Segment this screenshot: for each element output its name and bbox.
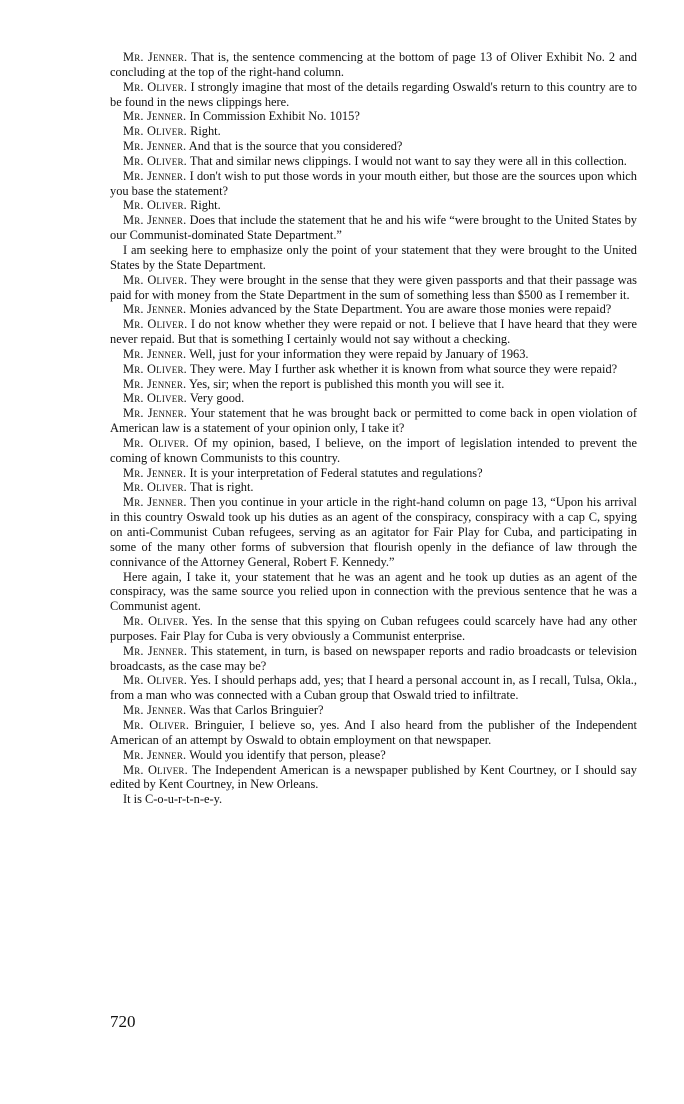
testimony-text: They were. May I further ask whether it is known from what source they were repaid? <box>186 361 618 376</box>
testimony-text: That is, the sentence commencing at the bottom of page 13 of Oliver Exhibit No. 2 and concluding at the top of the right-hand column. <box>110 50 637 79</box>
speaker-name: Mr. Jenner. <box>123 643 188 658</box>
testimony-text: I strongly imagine that most of the details regarding Oswald's return to this country are to be found in the news clippings here. <box>110 79 637 109</box>
page-number: 720 <box>110 1012 136 1031</box>
testimony-text: This statement, in turn, is based on newspaper reports and radio broadcasts or television broadcasts, as the case may be? <box>110 643 637 673</box>
testimony-text: Was that Carlos Bringuier? <box>186 703 324 718</box>
testimony-paragraph <box>110 347 637 362</box>
speaker-name: Mr. Jenner. <box>123 302 187 317</box>
testimony-text: Does that include the statement that he and his wife “were brought to the United States by our Communist-dominated State Department.” <box>110 213 637 243</box>
speaker-name: Mr. Oliver. <box>123 717 190 732</box>
testimony-paragraph <box>110 495 637 569</box>
speaker-name: Mr. Oliver. <box>123 391 187 406</box>
speaker-name: Mr. Jenner. <box>123 346 187 361</box>
speaker-name: Mr. Oliver. <box>123 480 187 495</box>
speaker-name: Mr. Oliver. <box>123 198 187 213</box>
speaker-name: Mr. Oliver. <box>123 762 188 777</box>
testimony-paragraph <box>110 169 637 199</box>
speaker-name: Mr. Oliver. <box>123 317 188 332</box>
testimony-paragraph <box>110 109 637 124</box>
speaker-name: Mr. Oliver. <box>123 361 187 376</box>
testimony-text: Well, just for your information they were repaid by January of 1963. <box>186 346 529 361</box>
testimony-paragraph <box>110 763 637 793</box>
testimony-text: Bringuier, I believe so, yes. And I also heard from the publisher of the Independent American of an attempt by Oswald to obtain employment on that newspaper. <box>110 717 637 747</box>
testimony-text: They were brought in the sense that they were given passports and that their passage was paid for with money from the State Department in the sum of something less than $500 as I remember it. <box>110 272 637 302</box>
testimony-paragraph <box>110 480 637 495</box>
testimony-paragraph <box>110 198 637 213</box>
testimony-paragraph <box>110 673 637 703</box>
testimony-text: That and similar news clippings. I would not want to say they were all in this collection. <box>186 153 627 168</box>
testimony-paragraph <box>110 436 637 466</box>
testimony-paragraph <box>110 377 637 392</box>
speaker-name: Mr. Oliver. <box>123 79 188 94</box>
testimony-paragraph <box>110 644 637 674</box>
testimony-text: Yes. I should perhaps add, yes; that I heard a personal account in, as I recall, Tulsa, Okla., from a man who was connected with a Cuban group that Oswald tried to infiltrate. <box>110 673 637 703</box>
testimony-text: Then you continue in your article in the right-hand column on page 13, “Upon his arrival in this country Oswald took up his duties as an agent of the conspiracy, conspiracy with a cap C, spying on anti-Communist Cuban refugees, serving as an agitator for Fair Play for Cuba, and participating in some of the many other forms of subversion that flourish openly in the defiance of law through the connivance of the Attorney General, Robert F. Kennedy.” <box>110 495 637 569</box>
speaker-name: Mr. Jenner. <box>123 168 187 183</box>
testimony-text: That is right. <box>186 480 254 495</box>
testimony-text: Your statement that he was brought back or permitted to come back in open violation of American law is a statement of your opinion only, I take it? <box>110 406 637 436</box>
testimony-paragraph <box>110 302 637 317</box>
testimony-paragraph <box>110 124 637 139</box>
testimony-paragraph <box>110 703 637 718</box>
testimony-text: Right. <box>186 198 221 213</box>
testimony-paragraph <box>110 614 637 644</box>
speaker-name: Mr. Jenner. <box>123 747 187 762</box>
testimony-text: I do not know whether they were repaid or not. I believe that I have heard that they were never repaid. But that is something I certainly would not say without a checking. <box>110 317 637 347</box>
testimony-paragraph <box>110 792 637 807</box>
speaker-name: Mr. Jenner. <box>123 50 188 64</box>
testimony-text: Yes, sir; when the report is published this month you will see it. <box>186 376 505 391</box>
testimony-paragraph <box>110 718 637 748</box>
testimony-text: Of my opinion, based, I believe, on the import of legislation intended to prevent the coming of known Communists to this country. <box>110 435 637 465</box>
testimony-text: Right. <box>186 124 221 139</box>
testimony-paragraph <box>110 317 637 347</box>
testimony-paragraph <box>110 406 637 436</box>
speaker-name: Mr. Oliver. <box>123 272 188 287</box>
testimony-text: Monies advanced by the State Department. You are aware those monies were repaid? <box>186 302 612 317</box>
testimony-paragraph <box>110 391 637 406</box>
speaker-name: Mr. Oliver. <box>123 673 188 688</box>
testimony-text: In Commission Exhibit No. 1015? <box>186 109 360 124</box>
testimony-paragraph <box>110 139 637 154</box>
speaker-name: Mr. Jenner. <box>123 406 188 421</box>
testimony-text: Very good. <box>186 391 245 406</box>
testimony-text: I don't wish to put those words in your mouth either, but those are the sources upon which you base the statement? <box>110 168 637 198</box>
testimony-paragraph <box>110 570 637 615</box>
speaker-name: Mr. Jenner. <box>123 703 187 718</box>
speaker-name: Mr. Jenner. <box>123 495 187 510</box>
transcript-body <box>110 50 637 807</box>
speaker-name: Mr. Oliver. <box>123 153 187 168</box>
testimony-paragraph <box>110 466 637 481</box>
testimony-paragraph <box>110 213 637 243</box>
testimony-paragraph <box>110 50 637 80</box>
testimony-text: Here again, I take it, your statement that he was an agent and he took up duties as an agent of the conspiracy, was the same source you relied upon in connection with the previous sentence that he was a Communist agent. <box>110 569 637 614</box>
testimony-text: It is your interpretation of Federal statutes and regulations? <box>186 465 483 480</box>
speaker-name: Mr. Oliver. <box>123 124 187 139</box>
speaker-name: Mr. Oliver. <box>123 614 189 629</box>
testimony-paragraph <box>110 362 637 377</box>
testimony-paragraph <box>110 154 637 169</box>
testimony-text: Would you identify that person, please? <box>186 747 386 762</box>
testimony-paragraph <box>110 748 637 763</box>
speaker-name: Mr. Jenner. <box>123 213 187 228</box>
speaker-name: Mr. Jenner. <box>123 109 187 124</box>
testimony-paragraph <box>110 80 637 110</box>
speaker-name: Mr. Oliver. <box>123 435 189 450</box>
speaker-name: Mr. Jenner. <box>123 376 187 391</box>
testimony-text: Yes. In the sense that this spying on Cuban refugees could scarcely have had any other purposes. Fair Play for Cuba is very obviously a Communist enterprise. <box>110 614 637 643</box>
testimony-text: And that is the source that you considered? <box>186 139 403 154</box>
testimony-paragraph <box>110 243 637 273</box>
speaker-name: Mr. Jenner. <box>123 139 187 154</box>
speaker-name: Mr. Jenner. <box>123 465 187 480</box>
testimony-text: The Independent American is a newspaper published by Kent Courtney, or I should say edited by Kent Courtney, in New Orleans. <box>110 762 637 792</box>
testimony-paragraph <box>110 273 637 303</box>
testimony-text: I am seeking here to emphasize only the point of your statement that they were brought to the United States by the State Department. <box>110 242 637 272</box>
testimony-text: It is C-o-u-r-t-n-e-y. <box>123 792 223 807</box>
